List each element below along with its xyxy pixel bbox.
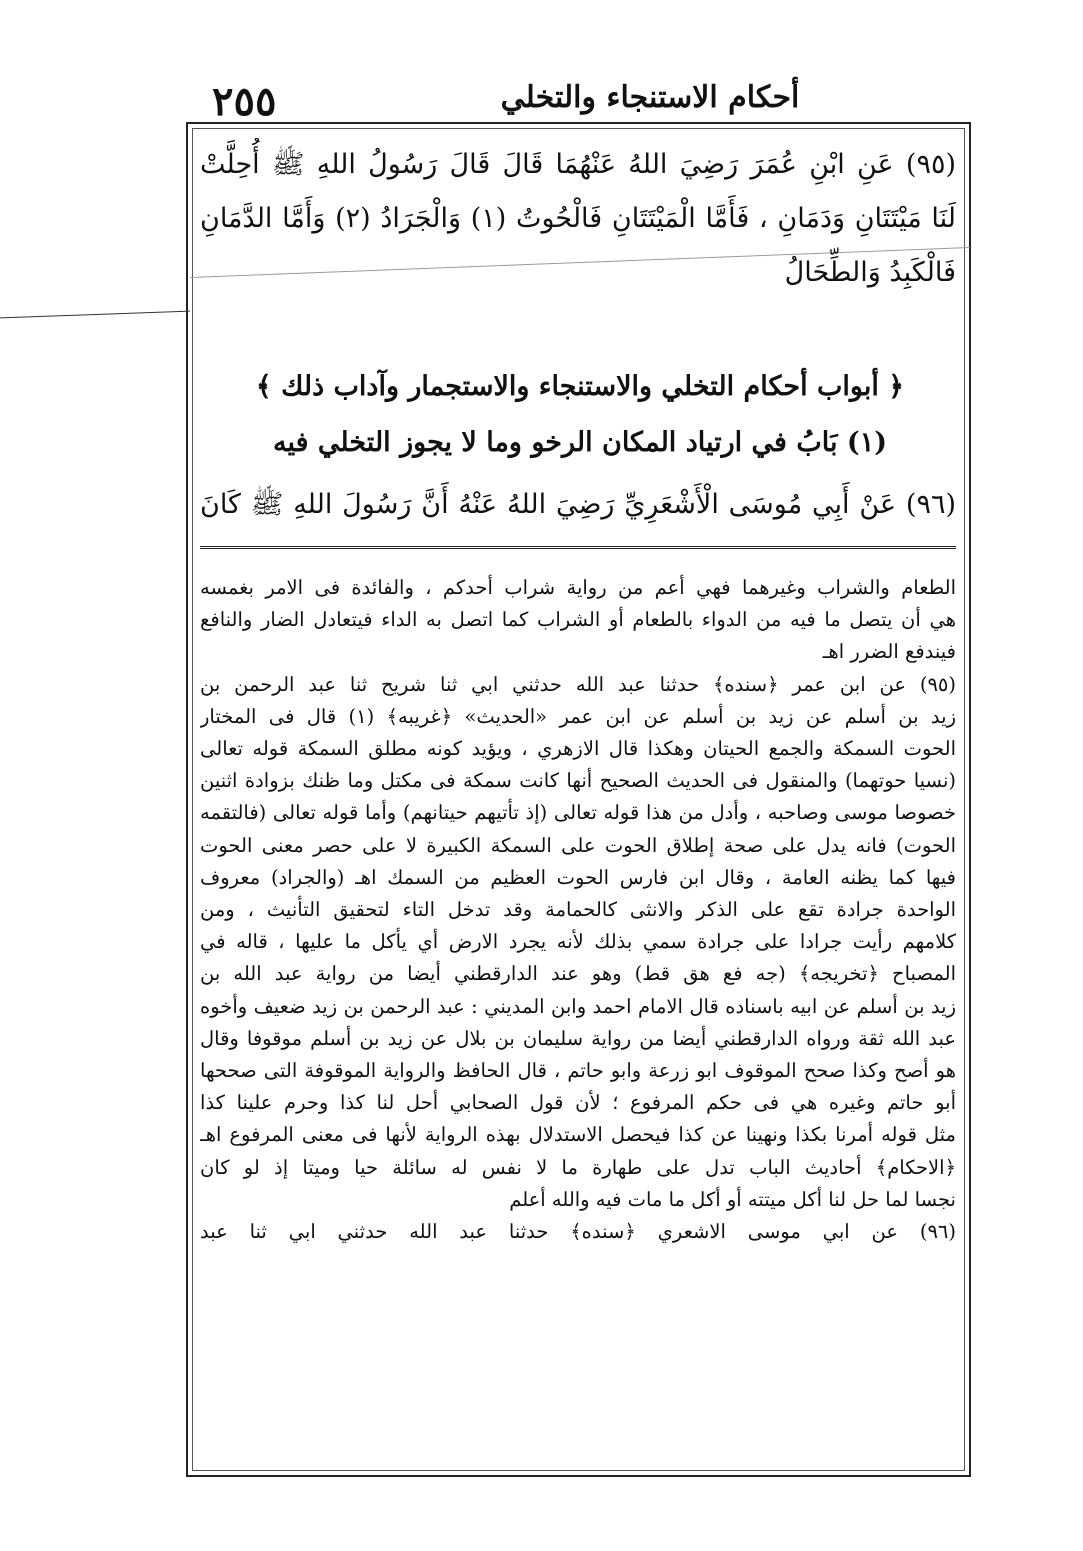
hadith-line: (٩٥) عَنِ ابْنِ عُمَرَ رَضِيَ اللهُ عَنْهُمَا قَالَ قَالَ رَسُولُ اللهِ ﷺ أُحِلَّتْ xyxy=(200,149,956,180)
commentary-line: زيد بن أسلم عن ابيه باسناده قال الامام احمد وابن المديني : عبد الرحمن بن زيد ضعيف وأخوه xyxy=(200,994,956,1018)
hadith-line: فَالْكَبِدُ وَالطِّحَالُ xyxy=(784,257,956,288)
commentary xyxy=(200,572,956,1248)
commentary-line: كلامهم رأيت جرادا على جرادة سمي بذلك لأنه يجرد الارض أي يأكل ما عليها ، قاله في xyxy=(200,930,956,954)
commentary-line: هو أصح وكذا صحح الموقوف ابو زرعة وابو حاتم ، قال الحافظ والرواية الموقوفة التى صححها xyxy=(200,1059,956,1083)
hadith-95-matn xyxy=(200,138,956,300)
commentary-line: عبد الله ثقة ورواه الدارقطني أيضا من رواية سليمان بن بلال عن زيد بن أسلم موقوفا وقال xyxy=(200,1026,956,1050)
section-heading: ﴿ أبواب أحكام التخلي والاستنجاء والاستجمار وآداب ذلك ﴾ xyxy=(255,371,905,402)
hadith-line: لَنَا مَيْتَتَانِ وَدَمَانِ ، فَأَمَّا الْمَيْتَتَانِ فَالْحُوتُ (١) وَالْجَرَادُ (٢) وَأَمَّا الدَّمَانِ xyxy=(200,203,956,234)
running-title: أحكام الاستنجاء والتخلي xyxy=(500,80,800,115)
commentary-line: الطعام والشراب وغيرهما فهي أعم من رواية شراب أحدكم ، والفائدة فى الامر بغمسه xyxy=(200,576,956,599)
scan-line-left xyxy=(0,311,190,319)
commentary-line: ﴿الاحكام﴾ أحاديث الباب تدل على طهارة ما لا نفس له سائلة حيا وميتا إذ لو كان xyxy=(200,1155,956,1179)
commentary-line: هي أن يتصل ما فيه من الدواء بالطعام أو الشراب كما اتصل به الداء فيتعادل الضار والنافع xyxy=(200,608,956,632)
commentary-line: الحوت) فانه يدل على صحة إطلاق الحوت على السمكة الكبيرة لا على حصر معنى الحوت xyxy=(200,833,956,857)
commentary-line: فيها كما يظنه العامة ، وقال ابن فارس الحوت العظيم من السمك اهـ (والجراد) معروف xyxy=(200,865,956,889)
commentary-line: فيندفع الضرر اهـ xyxy=(822,640,956,664)
commentary-line: الواحدة جرادة تقع على الذكر والانثى كالحمامة وقد تدخل التاء لتحقيق التأنيث ، ومن xyxy=(200,898,956,922)
hadith-line: (٩٦) عَنْ أَبِي مُوسَى الْأَشْعَرِيِّ رَضِيَ اللهُ عَنْهُ أَنَّ رَسُولَ اللهِ ﷺ كَانَ xyxy=(200,489,956,520)
separator-rule xyxy=(200,546,956,549)
commentary-line: الحوت السمكة والجمع الحيتان وهكذا قال الازهري ، ويؤيد كونه مطلق السمكة قوله تعالى xyxy=(200,737,956,761)
commentary-line: أبو حاتم وغيره هي فى حكم المرفوع ؛ لأن قول الصحابي أحل لنا كذا وحرم علينا كذا xyxy=(200,1091,956,1115)
commentary-line: (٩٦) عن ابي موسى الاشعري ﴿سنده﴾ حدثنا عبد الله حدثني ابي ثنا عبد xyxy=(200,1220,956,1244)
commentary-line: مثل قوله أمرنا بكذا ونهينا عن كذا فيحصل الاستدلال بهذه الرواية لأنها فى معنى المرفوع اهـ xyxy=(200,1123,956,1147)
commentary-line: خصوصا موسى وصاحبه ، وأدل من هذا قوله تعالى (إذ تأتيهم حيتانهم) وأما قوله تعالى (فالتقمه xyxy=(200,801,956,825)
chapter-heading: (١) بَابُ في ارتياد المكان الرخو وما لا يجوز التخلي فيه xyxy=(273,427,887,458)
commentary-line: المصباح ﴿تخريجه﴾ (جه فع هق قط) وهو عند الدارقطني أيضا من رواية عبد الله بن xyxy=(200,962,956,986)
commentary-line: زيد بن أسلم عن زيد بن أسلم عن ابن عمر «الحديث» ﴿غريبه﴾ (١) قال فى المختار xyxy=(200,704,956,728)
commentary-line: (نسيا حوتهما) والمنقول فى الحديث الصحيح أنها كانت سمكة فى مكتل وما ظنك بزوادة اثنين xyxy=(200,769,956,793)
hadith-96-matn xyxy=(200,478,956,532)
page-number: ٢٥٥ xyxy=(212,78,277,125)
commentary-line: نجسا لما حل لنا أكل ميتته أو أكل ما مات فيه والله أعلم xyxy=(509,1187,956,1211)
commentary-line: (٩٥) عن ابن عمر ﴿سنده﴾ حدثنا عبد الله حدثني ابي ثنا شريح ثنا عبد الرحمن بن xyxy=(200,672,956,696)
